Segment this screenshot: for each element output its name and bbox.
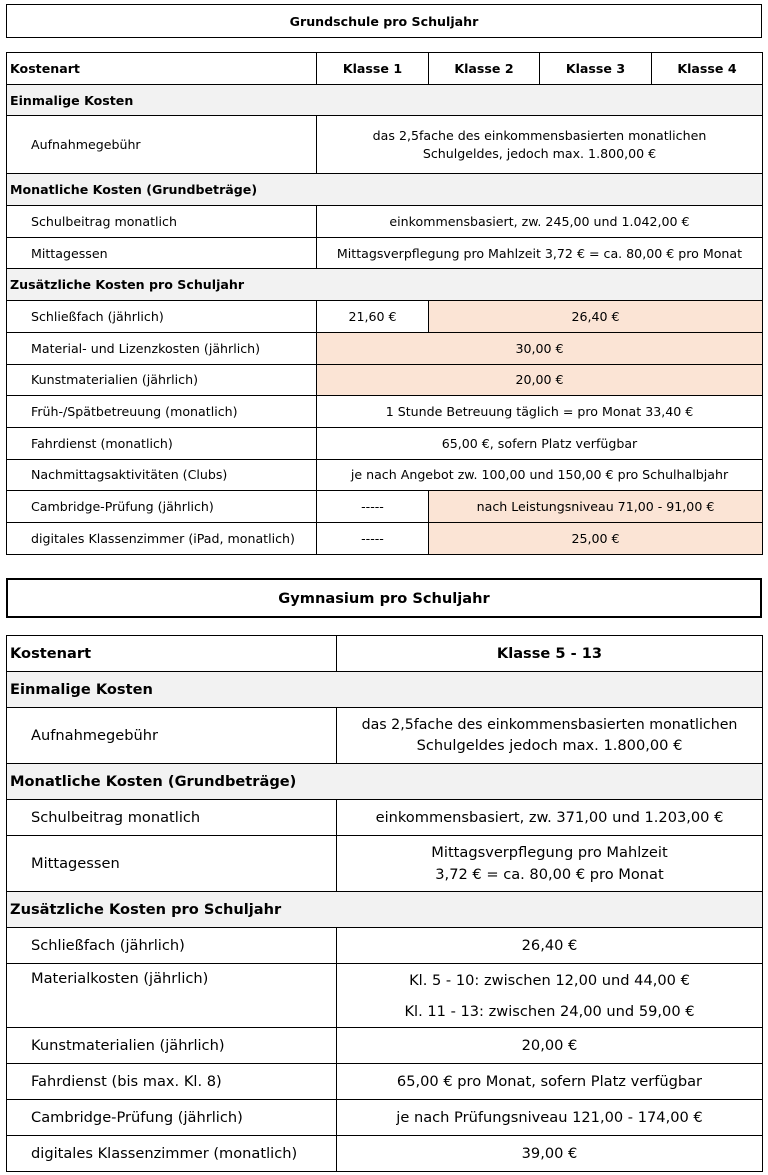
row-label-kunstmaterialien: Kunstmaterialien (jährlich)	[7, 1028, 337, 1064]
table-row	[7, 708, 763, 764]
header-kostenart: Kostenart	[7, 636, 337, 672]
value-cambridge-klasse-1: -----	[317, 491, 429, 523]
row-label-mittagessen: Mittagessen	[7, 836, 337, 892]
table-row	[7, 206, 763, 238]
row-label-nachmittag: Nachmittagsaktivitäten (Clubs)	[7, 459, 317, 491]
row-label-cambridge: Cambridge-Prüfung (jährlich)	[7, 1100, 337, 1136]
value-line: das 2,5fache des einkommensbasierten monatlichen	[372, 127, 707, 143]
table-row	[7, 522, 763, 554]
value-line: Schulgeldes jedoch max. 1.800,00 €	[416, 737, 683, 755]
row-label-schulbeitrag: Schulbeitrag monatlich	[7, 800, 337, 836]
value-line: Schulgeldes, jedoch max. 1.800,00 €	[422, 145, 657, 161]
gymnasium-title: Gymnasium pro Schuljahr	[6, 578, 762, 618]
header-klasse-4: Klasse 4	[652, 53, 763, 85]
value-cambridge: je nach Prüfungsniveau 121,00 - 174,00 €	[337, 1100, 763, 1136]
section-row	[7, 174, 763, 206]
gymnasium-cost-table	[6, 635, 763, 1172]
section-einmalige-kosten: Einmalige Kosten	[7, 672, 763, 708]
row-label-schliessfach: Schließfach (jährlich)	[7, 928, 337, 964]
table-row	[7, 491, 763, 523]
section-monatliche-kosten: Monatliche Kosten (Grundbeträge)	[7, 764, 763, 800]
row-label-digital: digitales Klassenzimmer (monatlich)	[7, 1136, 337, 1172]
value-aufnahmegebuehr	[337, 708, 763, 764]
table-row	[7, 301, 763, 333]
row-label-schliessfach: Schließfach (jährlich)	[7, 301, 317, 333]
row-label-betreuung: Früh-/Spätbetreuung (monatlich)	[7, 396, 317, 428]
table-header-row	[7, 636, 763, 672]
value-digital: 39,00 €	[337, 1136, 763, 1172]
table-row	[7, 1136, 763, 1172]
value-line: Kl. 5 - 10: zwischen 12,00 und 44,00 €	[409, 971, 690, 989]
header-klasse-1: Klasse 1	[317, 53, 429, 85]
row-label-materialkosten	[7, 964, 337, 1028]
value-mittagessen	[337, 836, 763, 892]
value-betreuung: 1 Stunde Betreuung täglich = pro Monat 33,40 €	[317, 396, 763, 428]
section-zusaetzliche-kosten: Zusätzliche Kosten pro Schuljahr	[7, 269, 763, 301]
section-monatliche-kosten: Monatliche Kosten (Grundbeträge)	[7, 174, 763, 206]
value-schulbeitrag: einkommensbasiert, zw. 245,00 und 1.042,00 €	[317, 206, 763, 238]
section-zusaetzliche-kosten: Zusätzliche Kosten pro Schuljahr	[7, 892, 763, 928]
value-digital-klasse-2-4: 25,00 €	[429, 522, 763, 554]
value-digital-klasse-1: -----	[317, 522, 429, 554]
materialkosten-label-text: Materialkosten (jährlich)	[31, 970, 209, 987]
section-row	[7, 84, 763, 116]
value-schliessfach-klasse-1: 21,60 €	[317, 301, 429, 333]
table-row	[7, 237, 763, 269]
value-line: das 2,5fache des einkommensbasierten monatlichen	[361, 716, 738, 733]
header-klasse-3: Klasse 3	[540, 53, 652, 85]
row-label-materialkosten: Material- und Lizenzkosten (jährlich)	[7, 332, 317, 364]
row-label-schulbeitrag: Schulbeitrag monatlich	[7, 206, 317, 238]
table-row	[7, 364, 763, 396]
row-label-fahrdienst: Fahrdienst (monatlich)	[7, 427, 317, 459]
table-header-row	[7, 53, 763, 85]
table-row	[7, 332, 763, 364]
table-row	[7, 928, 763, 964]
table-row	[7, 800, 763, 836]
section-einmalige-kosten: Einmalige Kosten	[7, 84, 763, 116]
value-kunstmaterialien: 20,00 €	[317, 364, 763, 396]
table-row	[7, 1028, 763, 1064]
table-row	[7, 396, 763, 428]
value-nachmittag: je nach Angebot zw. 100,00 und 150,00 € pro Schulhalbjahr	[317, 459, 763, 491]
section-row	[7, 672, 763, 708]
grundschule-title: Grundschule pro Schuljahr	[6, 4, 762, 38]
section-row	[7, 892, 763, 928]
header-kostenart: Kostenart	[7, 53, 317, 85]
value-line: Kl. 11 - 13: zwischen 24,00 und 59,00 €	[404, 1002, 695, 1020]
header-klasse-2: Klasse 2	[429, 53, 540, 85]
table-row	[7, 836, 763, 892]
table-row	[7, 964, 763, 1028]
section-row	[7, 764, 763, 800]
value-aufnahmegebuehr	[317, 116, 763, 174]
value-kunstmaterialien: 20,00 €	[337, 1028, 763, 1064]
value-mittagessen: Mittagsverpflegung pro Mahlzeit 3,72 € = ca. 80,00 € pro Monat	[317, 237, 763, 269]
row-label-mittagessen: Mittagessen	[7, 237, 317, 269]
row-label-aufnahmegebuehr: Aufnahmegebühr	[7, 708, 337, 764]
value-cambridge-klasse-2-4: nach Leistungsniveau 71,00 - 91,00 €	[429, 491, 763, 523]
row-label-digital: digitales Klassenzimmer (iPad, monatlich)	[7, 522, 317, 554]
value-line: 3,72 € = ca. 80,00 € pro Monat	[435, 865, 664, 883]
value-materialkosten: 30,00 €	[317, 332, 763, 364]
row-label-fahrdienst: Fahrdienst (bis max. Kl. 8)	[7, 1064, 337, 1100]
table-row	[7, 459, 763, 491]
value-schliessfach: 26,40 €	[337, 928, 763, 964]
value-schulbeitrag: einkommensbasiert, zw. 371,00 und 1.203,00 €	[337, 800, 763, 836]
grundschule-cost-table	[6, 52, 763, 555]
value-line: Mittagsverpflegung pro Mahlzeit	[431, 844, 668, 862]
table-row	[7, 1100, 763, 1136]
value-fahrdienst: 65,00 € pro Monat, sofern Platz verfügbar	[337, 1064, 763, 1100]
header-klasse-5-13: Klasse 5 - 13	[337, 636, 763, 672]
table-row	[7, 116, 763, 174]
table-row	[7, 427, 763, 459]
value-materialkosten	[337, 964, 763, 1028]
value-schliessfach-klasse-2-4: 26,40 €	[429, 301, 763, 333]
row-label-kunstmaterialien: Kunstmaterialien (jährlich)	[7, 364, 317, 396]
value-fahrdienst: 65,00 €, sofern Platz verfügbar	[317, 427, 763, 459]
table-row	[7, 1064, 763, 1100]
row-label-aufnahmegebuehr: Aufnahmegebühr	[7, 116, 317, 174]
row-label-cambridge: Cambridge-Prüfung (jährlich)	[7, 491, 317, 523]
section-row	[7, 269, 763, 301]
